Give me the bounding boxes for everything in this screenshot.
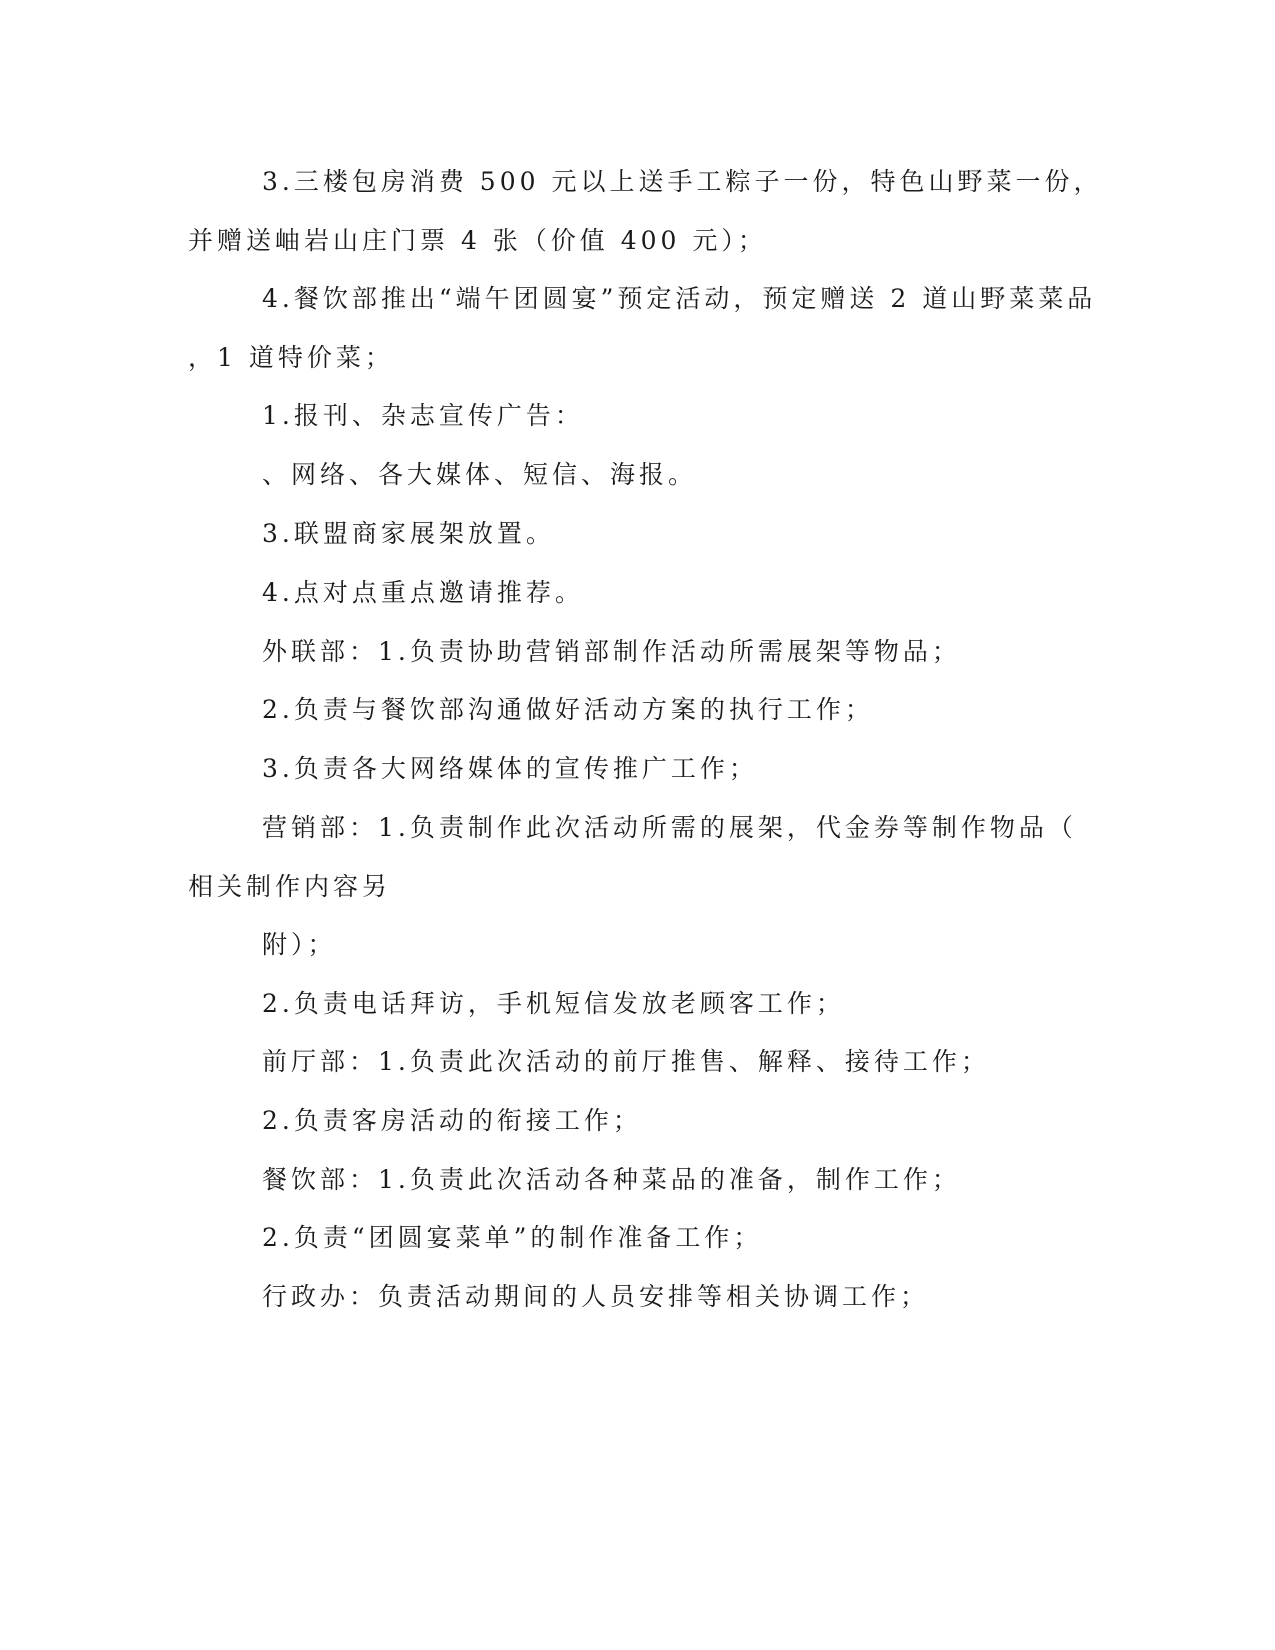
text-line: 并赠送岫岩山庄门票 4 张（价值 400 元）；: [188, 226, 767, 255]
text-line: ，1 道特价菜；: [188, 343, 394, 372]
text-line: 2.负责电话拜访，手机短信发放老顾客工作；: [262, 989, 845, 1018]
text-line: 2.负责客房活动的衔接工作；: [262, 1106, 642, 1135]
text-line: 3.联盟商家展架放置。: [262, 519, 555, 548]
text-line: 、网络、各大媒体、短信、海报。: [262, 460, 698, 489]
text-line: 外联部：1.负责协助营销部制作活动所需展架等物品；: [262, 637, 961, 666]
text-line: 4.餐饮部推出“端午团圆宴”预定活动，预定赠送 2 道山野菜菜品: [262, 284, 1097, 313]
text-line: 3.负责各大网络媒体的宣传推广工作；: [262, 754, 758, 783]
text-line: 前厅部：1.负责此次活动的前厅推售、解释、接待工作；: [262, 1047, 990, 1076]
text-line: 4.点对点重点邀请推荐。: [262, 578, 584, 607]
text-line: 2.负责与餐饮部沟通做好活动方案的执行工作；: [262, 695, 874, 724]
text-line: 1.报刊、杂志宣传广告：: [262, 401, 584, 430]
text-line: 营销部：1.负责制作此次活动所需的展架，代金券等制作物品（: [262, 813, 1077, 842]
text-line: 2.负责“团圆宴菜单”的制作准备工作；: [262, 1223, 763, 1252]
text-line: 行政办：负责活动期间的人员安排等相关协调工作；: [262, 1282, 930, 1311]
text-line: 相关制作内容另: [188, 872, 392, 901]
text-line: 3.三楼包房消费 500 元以上送手工粽子一份，特色山野菜一份，: [262, 167, 1103, 196]
text-line: 附）；: [262, 930, 337, 959]
text-line: 餐饮部：1.负责此次活动各种菜品的准备，制作工作；: [262, 1165, 961, 1194]
